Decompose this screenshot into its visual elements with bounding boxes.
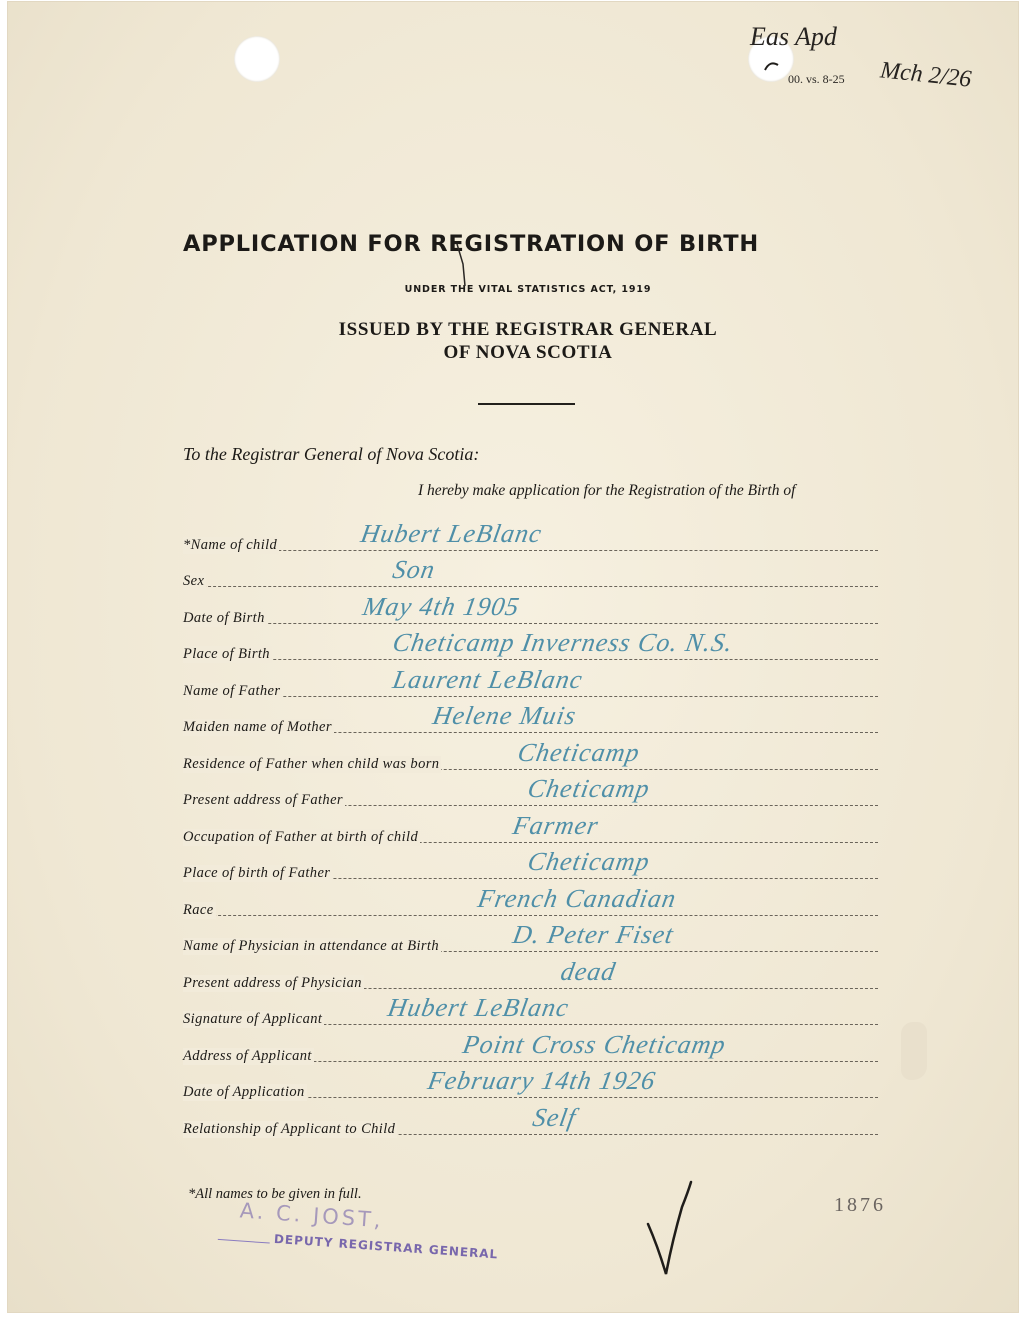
field-label: Name of Father (183, 683, 281, 699)
field-value: Hubert LeBlanc (385, 993, 572, 1022)
file-number: 1876 (834, 1194, 886, 1216)
issuer-line-2: OF NOVA SCOTIA (443, 342, 613, 363)
footnote: *All names to be given in full. (188, 1186, 362, 1202)
hole-margin-mark (765, 63, 778, 70)
field-label: Date of Birth (183, 610, 265, 626)
field-value: Laurent LeBlanc (390, 665, 586, 694)
issuer-line-1: ISSUED BY THE REGISTRAR GENERAL (338, 319, 718, 340)
document-page (8, 2, 1018, 1312)
field-value: dead (558, 957, 619, 986)
form-code: 00. vs. 8-25 (788, 72, 845, 86)
field-label: Name of Physician in attendance at Birth (183, 938, 440, 954)
field-value: Son (390, 555, 438, 584)
field-label: Place of birth of Father (183, 865, 331, 881)
field-value: Self (530, 1103, 579, 1132)
field-value: Helene Muis (430, 701, 579, 730)
check-mark-icon (648, 1182, 691, 1274)
stamp-name: A. C. JOST, (239, 1198, 385, 1233)
field-value: Hubert LeBlanc (358, 519, 545, 548)
field-label: Maiden name of Mother (183, 719, 332, 735)
field-value: May 4th 1905 (360, 592, 523, 621)
pen-marks (8, 2, 1018, 1312)
field-value: February 14th 1926 (425, 1066, 659, 1095)
field-label: Signature of Applicant (183, 1011, 323, 1027)
field-label: Present address of Father (183, 792, 343, 808)
stamp-title: DEPUTY REGISTRAR GENERAL (273, 1231, 499, 1262)
field-value: Point Cross Cheticamp (460, 1030, 729, 1059)
salutation: To the Registrar General of Nova Scotia: (183, 444, 480, 464)
field-value: French Canadian (475, 884, 679, 913)
field-label: Present address of Physician (183, 975, 362, 991)
field-value: Cheticamp (525, 847, 653, 876)
field-value: D. Peter Fiset (510, 920, 677, 949)
field-value: Cheticamp (515, 738, 643, 767)
field-label: Residence of Father when child was born (183, 756, 440, 772)
document-subtitle: UNDER THE VITAL STATISTICS ACT, 1919 (404, 284, 652, 295)
field-label: Relationship of Applicant to Child (183, 1121, 396, 1137)
stray-pen-stroke (457, 244, 465, 286)
field-value: Cheticamp (525, 774, 653, 803)
intro-text: I hereby make application for the Registration of the Birth of (418, 482, 796, 499)
field-label: Occupation of Father at birth of child (183, 829, 419, 845)
document-title: APPLICATION FOR REGISTRATION OF BIRTH (183, 231, 759, 257)
field-label: Address of Applicant (183, 1048, 312, 1064)
field-value: Cheticamp Inverness Co. N.S. (390, 628, 736, 657)
field-label: Place of Birth (183, 646, 270, 662)
field-value: Farmer (510, 811, 602, 840)
handwritten-note-top: Eas Apd (750, 22, 837, 51)
field-label: Date of Application (183, 1084, 305, 1100)
handwritten-date-note: Mch 2/26 (878, 57, 973, 93)
field-label: Sex (183, 573, 205, 589)
field-label: Race (183, 902, 214, 918)
field-label: *Name of child (183, 537, 278, 553)
